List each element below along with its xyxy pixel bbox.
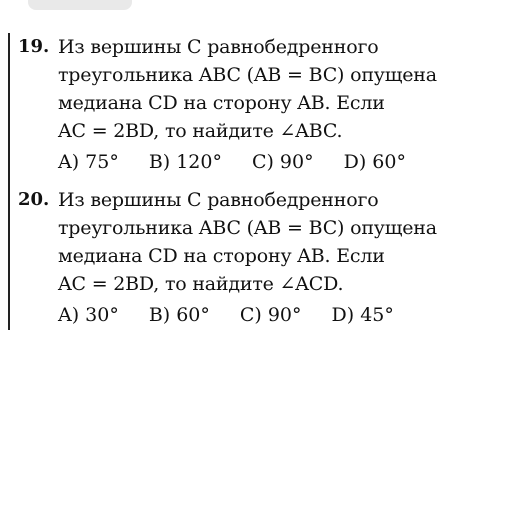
answer-option-c[interactable] [240,301,302,329]
option-letter: B) [148,151,171,173]
answer-options [58,148,436,176]
answer-option-c[interactable] [252,148,314,176]
problem-text-line: Из вершины C равнобедренного [58,189,379,211]
option-value: 60° [372,151,406,173]
answer-option-b[interactable] [149,148,222,176]
top-tab [28,0,132,10]
option-value: 30° [85,304,119,326]
option-letter: C) [239,304,262,326]
option-value: 90° [267,304,302,326]
answer-options [58,301,424,329]
option-letter: C) [251,151,274,173]
problem-text-line: треугольника ABC (AB = BC) опущена [58,64,437,86]
answer-option-a[interactable] [58,148,119,176]
problem-text-line: AC = 2BD, то найдите ∠ABC. [58,120,343,142]
problem-text-line: Из вершины C равнобедренного [58,36,379,58]
problem-number: 20. [18,189,50,210]
option-value: 120° [176,151,222,173]
problem-text-line: треугольника ABC (AB = BC) опущена [58,217,437,239]
problem-text-line: медиана CD на сторону AB. Если [58,245,385,267]
option-value: 75° [85,151,119,173]
problem-text-line: медиана CD на сторону AB. Если [58,92,385,114]
option-letter: D) [343,151,367,173]
problem-text-line: AC = 2BD, то найдите ∠ACD. [58,273,344,295]
option-letter: B) [148,304,171,326]
option-value: 45° [360,304,394,326]
option-letter: D) [331,304,355,326]
answer-option-d[interactable] [344,148,406,176]
left-border-line [8,33,10,330]
option-value: 90° [279,151,314,173]
option-value: 60° [176,304,210,326]
problem-number: 19. [18,36,50,57]
answer-option-d[interactable] [332,301,394,329]
option-letter: A) [58,151,80,173]
option-letter: A) [58,304,80,326]
answer-option-b[interactable] [149,301,210,329]
answer-option-a[interactable] [58,301,119,329]
